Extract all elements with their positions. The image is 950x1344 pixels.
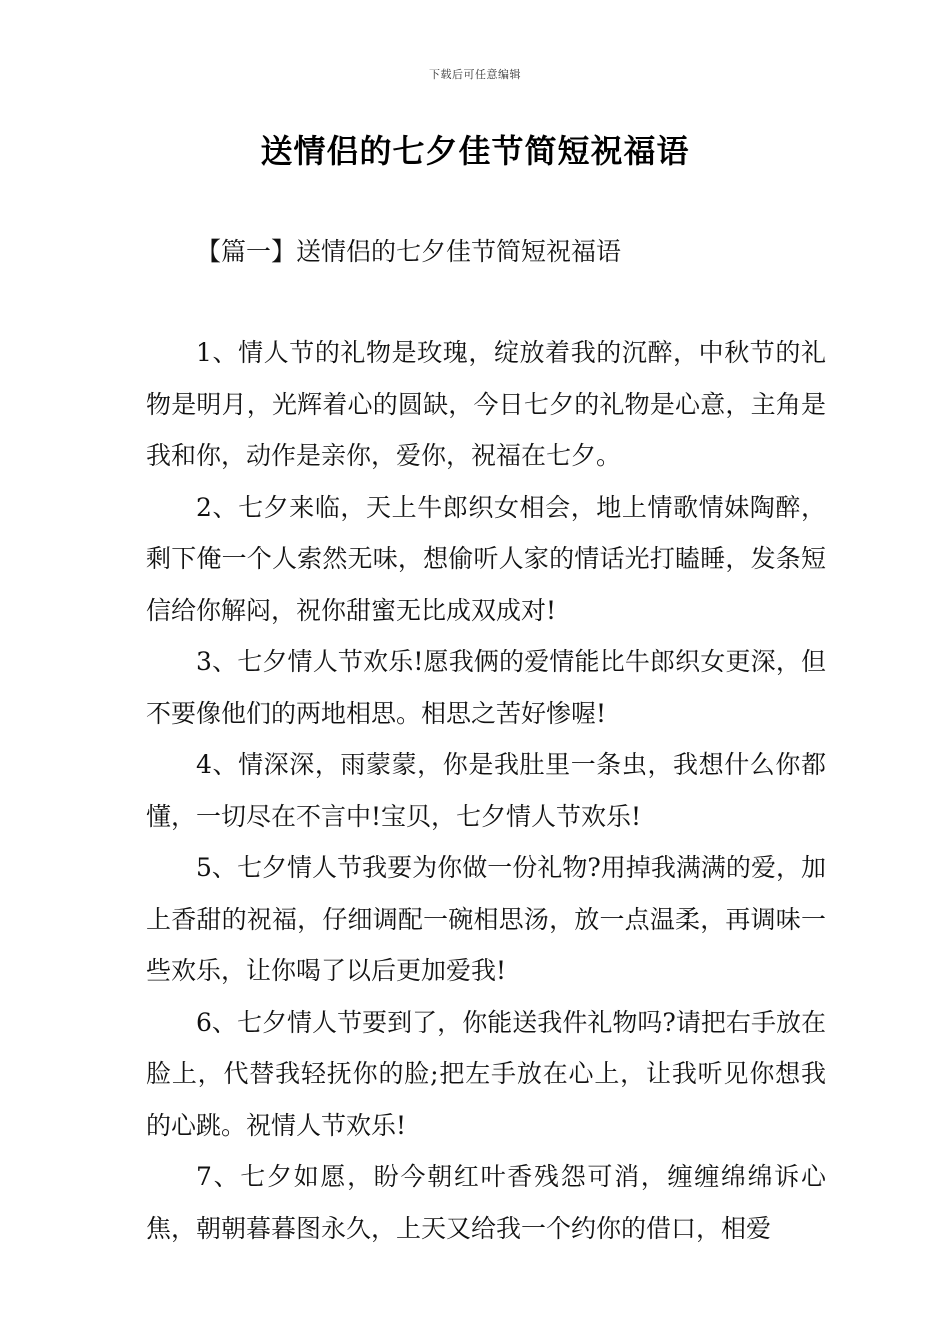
paragraph-3: 3、七夕情人节欢乐!愿我俩的爱情能比牛郎织女更深，但不要像他们的两地相思。相思之苦好惨喔! bbox=[146, 647, 826, 728]
paragraph-7: 7、七夕如愿，盼今朝红叶香残怨可消，缠缠绵绵诉心焦，朝朝暮暮图永久，上天又给我一个约你的借口，相爱 bbox=[146, 1162, 826, 1243]
section-heading: 【篇一】送情侣的七夕佳节简短祝福语 bbox=[196, 237, 622, 266]
paragraph-6: 6、七夕情人节要到了，你能送我件礼物吗?请把右手放在脸上，代替我轻抚你的脸;把左手放在心上，让我听见你想我的心跳。祝情人节欢乐! bbox=[146, 1007, 826, 1140]
paragraph-4: 4、情深深，雨蒙蒙，你是我肚里一条虫，我想什么你都懂，一切尽在不言中!宝贝，七夕情人节欢乐! bbox=[146, 750, 826, 831]
paragraph-1: 1、情人节的礼物是玫瑰，绽放着我的沉醉，中秋节的礼物是明月，光辉着心的圆缺，今日七夕的礼物是心意，主角是我和你，动作是亲你，爱你，祝福在七夕。 bbox=[146, 338, 826, 470]
document-title: 送情侣的七夕佳节简短祝福语 bbox=[260, 132, 690, 170]
header-note: 下载后可任意编辑 bbox=[429, 68, 521, 81]
paragraph-2: 2、七夕来临，天上牛郎织女相会，地上情歌情妹陶醉，剩下俺一个人索然无味，想偷听人家的情话光打瞌睡，发条短信给你解闷，祝你甜蜜无比成双成对! bbox=[146, 492, 826, 625]
paragraph-5: 5、七夕情人节我要为你做一份礼物?用掉我满满的爱，加上香甜的祝福，仔细调配一碗相思汤，放一点温柔，再调味一些欢乐，让你喝了以后更加爱我! bbox=[146, 853, 826, 985]
document-body bbox=[146, 327, 826, 1254]
